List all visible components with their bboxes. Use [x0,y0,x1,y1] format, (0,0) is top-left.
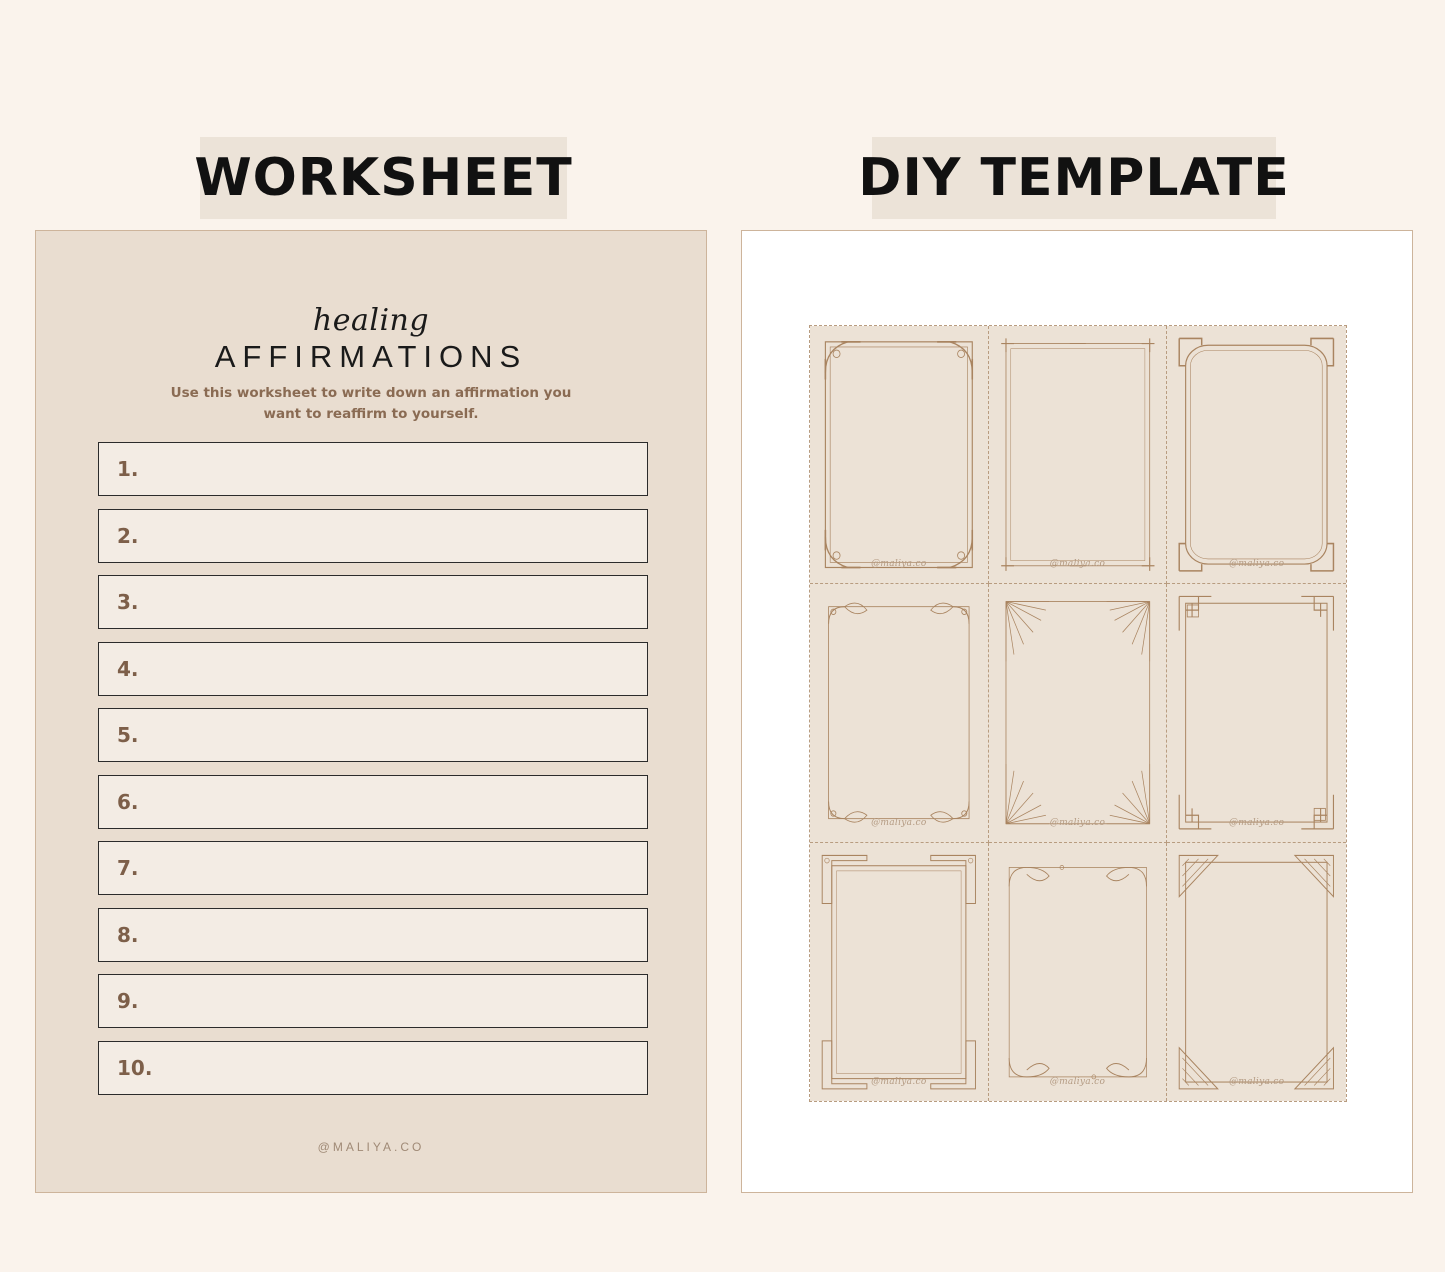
card-watermark: @maliya.co [1049,1077,1106,1087]
card-cell[interactable] [989,843,1168,1101]
affirmation-line-row[interactable] [98,708,648,762]
card-watermark: @maliya.co [1228,1077,1285,1087]
sunburst-rays-icon [998,593,1158,832]
worksheet-subtitle: Use this worksheet to write down an affirmation you want to reaffirm to yourself. [170,385,572,422]
art-nouveau-corners-icon [819,335,979,574]
vine-swirl-corners-icon [998,852,1158,1092]
card-cell[interactable] [1167,843,1346,1101]
worksheet-heading-text: WORKSHEET [194,148,573,208]
fan-deco-corners-icon [1176,852,1337,1092]
stepped-deco-bracket-icon [1176,593,1337,832]
line-number: 8. [117,922,139,947]
worksheet-heading-band [194,137,573,219]
line-number: 5. [117,723,139,747]
card-watermark: @maliya.co [871,559,927,570]
worksheet-title-script: healing [312,303,430,338]
ornate-line-corners-icon [819,852,979,1092]
line-number: 4. [117,656,139,681]
affirmation-line-row[interactable] [98,509,648,563]
card-cell[interactable] [1167,584,1346,842]
worksheet-preview [35,230,707,1193]
card-cell[interactable] [989,584,1168,842]
affirmation-line-row[interactable] [98,442,648,496]
line-number: 2. [117,523,139,548]
rounded-deco-corner-icon [1176,335,1337,574]
card-watermark: @maliya.co [1049,559,1106,570]
diy-sheet [769,291,1387,1134]
card-grid [810,326,1346,1101]
card-cell[interactable] [810,843,989,1101]
thin-double-rule-cross-icon [998,335,1158,574]
diy-heading-text: DIY TEMPLATE [858,148,1290,208]
affirmation-line-row[interactable] [98,642,648,696]
line-number: 3. [117,590,139,614]
affirmation-line-row[interactable] [98,575,648,629]
affirmation-line-row[interactable] [98,908,648,962]
affirmation-line-list [98,442,648,1107]
diy-heading-band [858,137,1290,219]
diy-template-preview [741,230,1413,1193]
affirmation-line-row[interactable] [98,841,648,895]
card-watermark: @maliya.co [871,1077,927,1087]
line-number: 1. [117,457,139,481]
affirmation-line-row[interactable] [98,775,648,829]
affirmation-line-row[interactable] [98,974,648,1028]
card-watermark: @maliya.co [1228,559,1285,570]
line-number: 6. [117,789,139,814]
floral-scroll-corners-icon [819,593,979,832]
card-watermark: @maliya.co [1049,817,1106,828]
affirmation-line-row[interactable] [98,1041,648,1095]
card-cell[interactable] [810,584,989,842]
line-number: 7. [117,856,139,880]
worksheet-title-main: AFFIRMATIONS [214,339,528,374]
card-watermark: @maliya.co [1228,817,1285,828]
worksheet-footer-watermark: @MALIYA.CO [317,1140,425,1154]
card-cell[interactable] [810,326,989,584]
card-cell[interactable] [1167,326,1346,584]
line-number: 9. [117,989,139,1013]
line-number: 10. [117,1055,153,1080]
card-cell[interactable] [989,326,1168,584]
card-watermark: @maliya.co [871,817,927,828]
